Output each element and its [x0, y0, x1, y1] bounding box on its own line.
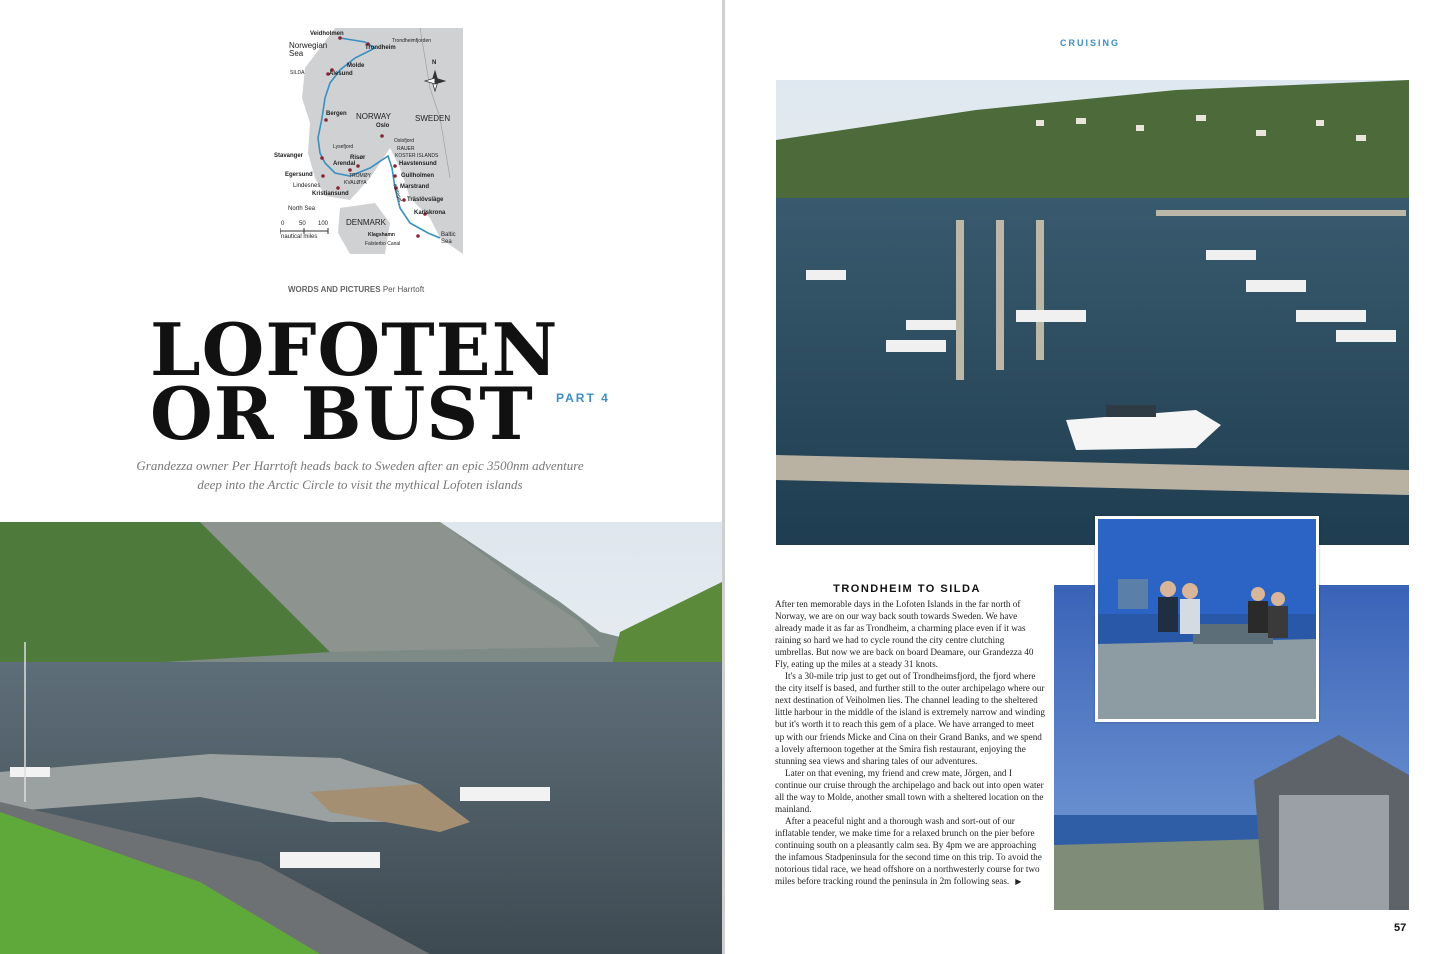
map-label-tromoy: TROMØY	[349, 173, 371, 179]
paragraph-4	[775, 815, 1045, 888]
map-label-falsterbo: Falsterbo Canal	[365, 241, 401, 247]
paragraph-4-text: After a peaceful night and a thorough wash and sort-out of our inflatable tender, we make time for a relaxed brunch on the pier before continuing south on a pleasantly calm sea. By 4pm we are approaching the infamous Stadpeninsula for the second time on this trip. To avoid the notorious tidal race, we head offshore on a northwesterly course for two miles before tracking round the peninsula in 2m following seas.	[775, 815, 1042, 887]
map-label-trondheim: Trondheim	[365, 45, 396, 51]
map-label-lindesnes: Lindesnes	[293, 183, 321, 189]
map-label-denmark: DENMARK	[346, 218, 387, 227]
article-body	[775, 598, 1045, 888]
scale-0-label: 0	[281, 221, 285, 227]
compass-n-label: N	[432, 60, 437, 66]
paragraph-1: After ten memorable days in the Lofoten Islands in the far north of Norway, we are on our way back south towards Sweden. We have already made it as far as Trondheim, a charming place even if it was raining so hard we had to cycle round the city centre clutching umbrellas. But now we are back on board Deamare, our Grandezza 40 Fly, eating up the miles at a steady 31 knots.	[775, 599, 1034, 670]
map-label-trasloviage: Träslövsläge	[407, 197, 444, 203]
map-label-kattegat: Kattegat	[391, 183, 404, 203]
map-label-koster: KOSTER ISLANDS	[395, 153, 439, 159]
map-label-klagshamn: Klagshamn	[368, 232, 395, 238]
map-label-kristiansund: Kristiansund	[312, 191, 349, 197]
byline-prefix: WORDS AND PICTURES	[288, 285, 381, 294]
end-mark-icon: ▶	[1015, 877, 1022, 887]
page-number: 57	[1394, 922, 1407, 934]
trondheim-marina-photo	[776, 80, 1409, 545]
map-label-arendal: Arendal	[333, 161, 356, 167]
map-label-sweden: SWEDEN	[415, 114, 451, 123]
title-line-1: LOFOTEN	[150, 307, 559, 392]
map-label-risor: Risør	[350, 155, 366, 161]
map-label-trondheimsfjorden: Trondheimfjorden	[392, 38, 432, 44]
title-line-2: OR BUST	[150, 371, 534, 456]
map-label-baltic: Baltic Sea	[441, 232, 456, 245]
section-kicker: CRUISING	[1060, 38, 1121, 48]
map-label-havstensund: Havstensund	[399, 161, 437, 167]
picnic-table-photo	[1095, 516, 1319, 722]
map-label-veidholmen: Veidholmen	[310, 31, 344, 37]
map-label-alesund: Ålesund	[329, 71, 353, 77]
scale-50-label: 50	[299, 221, 306, 227]
map-label-bergen: Bergen	[326, 111, 347, 117]
subhead: TRONDHEIM TO SILDA	[833, 583, 981, 595]
map-label-molde: Molde	[347, 63, 365, 69]
left-page	[0, 0, 722, 954]
byline-author: Per Harrtoft	[382, 285, 425, 294]
map-label-kvaloya: KVALØYA	[344, 180, 367, 186]
map-label-norway: NORWAY	[356, 112, 391, 121]
map-label-norwegian-sea: Norwegian Sea	[289, 41, 328, 58]
map-label-oslofjord: Oslofjord	[394, 138, 415, 144]
scale-units-label: nautical miles	[281, 234, 318, 240]
map-label-north-sea: North Sea	[288, 206, 316, 212]
map-label-gullholmen: Gullholmen	[401, 173, 434, 179]
fjord-harbour-photo	[0, 522, 722, 954]
paragraph-2: It's a 30-mile trip just to get out of Trondheimsfjord, the fjord where the city itself is based, and further still to the outer archipelago where our next destination of Veiholmen lies. The channel leading to the sheltered little harbour in the middle of the island is extremely narrow and winding but it's worth it to reach this gem of a place. We have arranged to meet up with our friends Micke and Cina on their Grand Banks, and we spend a lovely afternoon together at the Smira fish restaurant, enjoying the stunning sea views and sharing tales of our adventures.	[775, 671, 1045, 766]
map-label-rauer: RAUER	[397, 146, 415, 152]
standfirst: Grandezza owner Per Harrtoft heads back to Sweden after an epic 3500nm adventure deep into the Arctic Circle to visit the mythical Lofoten islands	[136, 458, 584, 492]
byline	[288, 285, 424, 294]
map-label-silda: SILDA	[290, 70, 305, 76]
map-label-karlskrona: Karlskrona	[414, 210, 446, 216]
map-label-lysefjord: Lysefjord	[333, 144, 354, 150]
map-label-marstrand: Marstrand	[400, 184, 430, 190]
scale-100-label: 100	[318, 221, 329, 227]
paragraph-3: Later on that evening, my friend and crew mate, Jörgen, and I continue our cruise through the archipelago and back out into open water all the way to Molde, another small town with a sheltered location on the mainland.	[775, 767, 1044, 814]
map-label-oslo: Oslo	[376, 123, 390, 129]
right-page	[725, 0, 1446, 954]
article-title	[150, 307, 559, 456]
map-label-egersund: Egersund	[285, 172, 313, 178]
part-label: PART 4	[556, 391, 610, 405]
map-label-stavanger: Stavanger	[274, 153, 304, 159]
